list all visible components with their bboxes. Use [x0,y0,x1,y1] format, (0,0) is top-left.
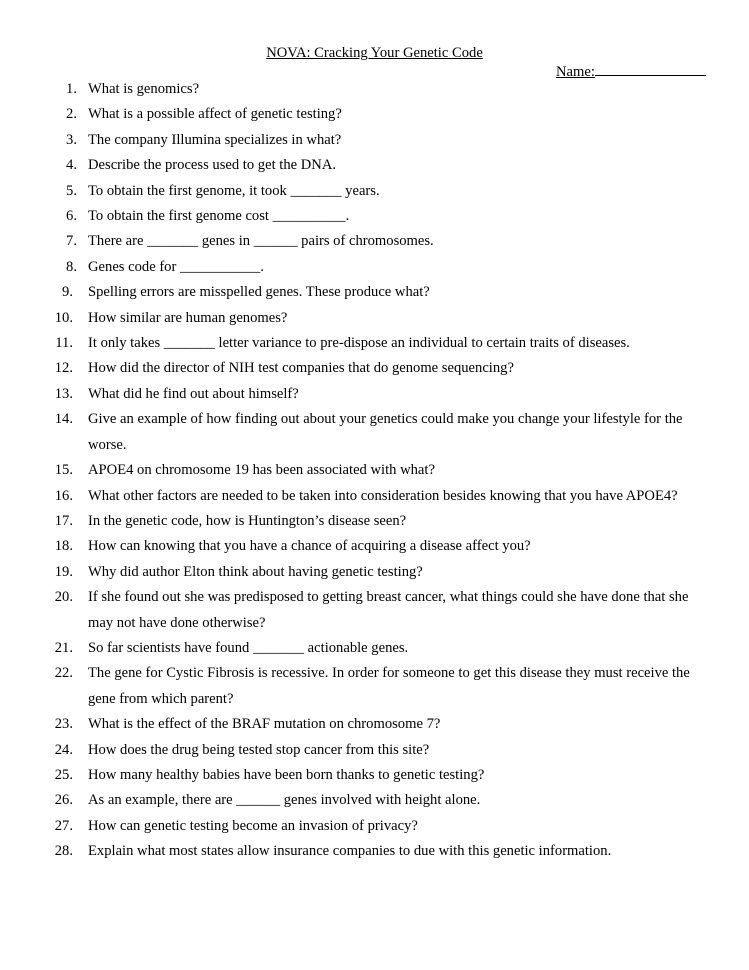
question-number: 9. [62,284,73,301]
question-item [0,839,749,864]
question-text: Genes code for ___________. [88,258,264,275]
question-text: How many healthy babies have been born thanks to genetic testing? [88,766,485,783]
question-text: Describe the process used to get the DNA. [88,157,337,174]
question-text: How similar are human genomes? [88,309,288,326]
question-item [0,77,749,102]
question-item [0,331,749,356]
question-text: What did he find out about himself? [88,385,299,402]
question-text: How can genetic testing become an invasion of privacy? [88,817,418,834]
question-number: 2. [66,106,77,123]
question-text: If she found out she was predisposed to getting breast cancer, what things could she have done that she may not have done otherwise? [88,589,689,631]
question-text: What other factors are needed to be taken into consideration besides knowing that you have APOE4? [88,487,678,504]
question-item [0,407,749,458]
question-item [0,814,749,839]
question-number: 4. [66,157,77,174]
question-number: 27. [54,817,73,834]
question-number: 15. [54,462,73,479]
question-number: 1. [66,81,77,97]
question-item [0,585,749,636]
question-text: The company Illumina specializes in what? [88,131,342,148]
question-number: 16. [54,487,73,504]
question-item [0,738,749,763]
question-item [0,661,749,712]
question-number: 24. [54,741,73,758]
question-item [0,560,749,585]
question-item [0,763,749,788]
question-number: 13. [54,385,73,402]
page-title: NOVA: Cracking Your Genetic Code [266,45,483,61]
question-item [0,382,749,407]
question-text: What is genomics? [88,81,200,97]
question-text: Why did author Elton think about having genetic testing? [88,563,423,580]
question-text: APOE4 on chromosome 19 has been associated with what? [88,462,435,479]
question-number: 26. [54,792,73,809]
question-item [0,534,749,559]
question-number: 3. [66,131,77,148]
question-number: 21. [54,639,73,656]
question-number: 22. [54,665,73,682]
question-number: 7. [66,233,77,250]
question-text: In the genetic code, how is Huntington’s disease seen? [88,512,407,529]
question-number: 8. [66,258,77,275]
question-item [0,255,749,280]
question-text: What is a possible affect of genetic testing? [88,106,342,123]
name-blank-line[interactable] [595,61,706,76]
question-text: To obtain the first genome, it took _______ years. [88,182,380,199]
question-item [0,128,749,153]
question-item [0,204,749,229]
question-number: 17. [54,512,73,529]
question-number: 12. [54,360,73,377]
question-item [0,712,749,737]
question-item [0,153,749,178]
question-item [0,179,749,204]
question-text: So far scientists have found _______ actionable genes. [88,639,409,656]
question-item [0,484,749,509]
question-text: Give an example of how finding out about your genetics could make you change your lifestyle for the worse. [88,411,683,453]
question-number: 20. [54,589,73,606]
question-item [0,102,749,127]
question-text: What is the effect of the BRAF mutation on chromosome 7? [88,716,441,733]
question-text: As an example, there are ______ genes involved with height alone. [88,792,481,809]
question-item [0,280,749,305]
question-number: 10. [54,309,73,326]
question-item [0,788,749,813]
question-number: 25. [54,766,73,783]
question-text: It only takes _______ letter variance to pre-dispose an individual to certain traits of diseases. [88,335,630,352]
question-text: Explain what most states allow insurance companies to due with this genetic information. [88,843,612,860]
question-item [0,636,749,661]
question-number: 23. [54,716,73,733]
question-number: 18. [54,538,73,555]
question-number: 28. [54,843,73,860]
question-number: 5. [66,182,77,199]
question-item [0,229,749,254]
name-label: Name: [556,64,595,80]
question-text: There are _______ genes in ______ pairs of chromosomes. [88,233,434,250]
question-number: 19. [54,563,73,580]
question-item [0,306,749,331]
question-text: To obtain the first genome cost __________. [88,208,350,225]
question-item [0,458,749,483]
question-text: How can knowing that you have a chance of acquiring a disease affect you? [88,538,531,555]
question-list [0,77,749,865]
question-item [0,509,749,534]
question-item [0,356,749,381]
question-number: 6. [66,208,77,225]
question-text: How did the director of NIH test companies that do genome sequencing? [88,360,514,377]
question-text: Spelling errors are misspelled genes. These produce what? [88,284,430,301]
question-text: The gene for Cystic Fibrosis is recessive. In order for someone to get this disease they must receive the gene from which parent? [88,665,690,707]
question-number: 11. [55,335,73,352]
question-text: How does the drug being tested stop cancer from this site? [88,741,430,758]
question-number: 14. [54,411,73,428]
